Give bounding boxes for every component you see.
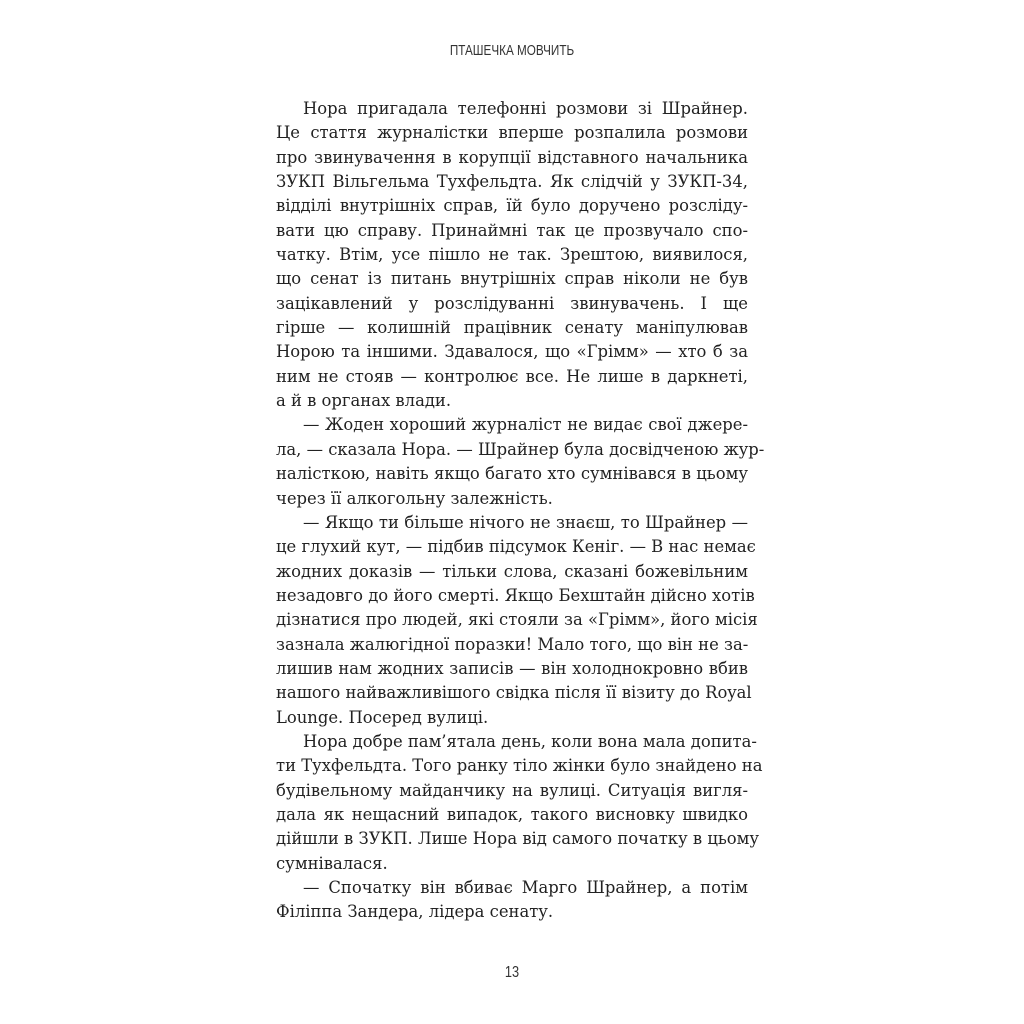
body-text <box>276 97 765 925</box>
text-line <box>276 560 748 584</box>
text-line-content: дала як нещасний випадок, такого висновку швидко <box>276 804 748 824</box>
text-line <box>276 243 748 267</box>
text-line-content: будівельному майданчику на вулиці. Ситуація вигля- <box>276 780 748 800</box>
text-line-content: Нора добре пам’ятала день, коли вона мала допита- <box>303 731 757 751</box>
text-line-content: про звинувачення в корупції відставного начальника <box>276 147 748 167</box>
text-line-content: дізнатися про людей, які стояли за «Грімм», його місія <box>276 610 758 630</box>
text-line-content: Це стаття журналістки вперше розпалила розмови <box>276 123 748 143</box>
text-line <box>276 316 748 340</box>
text-line-content: — Спочатку він вбиває Марго Шрайнер, а потім <box>303 878 748 897</box>
running-head: ПТАШЕЧКА МОВЧИТЬ <box>449 42 575 59</box>
text-line <box>276 438 765 462</box>
text-line <box>276 803 748 827</box>
text-line <box>276 779 748 803</box>
text-line-content: ЗУКП Вільгельма Тухфельдта. Як слідчій у ЗУКП-34, <box>276 172 748 192</box>
text-line <box>276 852 748 876</box>
text-line-content: Lounge. Посеред вулиці. <box>276 707 489 727</box>
text-line <box>276 340 748 364</box>
text-line-content: зацікавлений у розслідуванні звинувачень. І ще <box>276 293 748 313</box>
text-line-content: — Жоден хороший журналіст не видає свої джере- <box>303 415 748 435</box>
text-line <box>276 900 748 924</box>
text-line-content: чатку. Втім, усе пішло не так. Зрештою, виявилося, <box>276 245 748 265</box>
text-line-content: гірше — колишній працівник сенату маніпулював <box>276 318 748 338</box>
text-line-content: — Якщо ти більше нічого не знаєш, то Шрайнер — <box>303 512 748 532</box>
text-line <box>276 462 748 486</box>
text-line <box>276 511 748 535</box>
text-line-content: нашого найважливішого свідка після її візиту до Royal <box>276 683 752 703</box>
text-line <box>276 754 763 778</box>
text-line <box>276 706 748 730</box>
text-line <box>276 194 748 218</box>
text-line-content: незадовго до його смерті. Якщо Бехштайн дійсно хотів <box>276 585 755 605</box>
text-line-content: налісткою, навіть якщо багато хто сумнівався в цьому <box>276 464 748 484</box>
text-line <box>276 292 748 316</box>
text-line-content: через її алкогольну залежність. <box>276 488 553 508</box>
text-line-content: ла, — сказала Нора. — Шрайнер була досвідченою жур- <box>276 439 765 459</box>
text-line <box>276 608 758 632</box>
text-line <box>276 121 748 145</box>
text-line <box>276 97 748 121</box>
text-line <box>276 365 748 389</box>
text-line <box>276 267 748 291</box>
text-line <box>276 487 748 511</box>
text-line <box>276 657 748 681</box>
text-line-content: ним не стояв — контролює все. Не лише в даркнеті, <box>276 366 748 386</box>
text-line-content: ти Тухфельдта. Того ранку тіло жінки було знайдено на <box>276 756 763 776</box>
text-line <box>276 730 757 754</box>
text-line-content: вати цю справу. Принаймні так це прозвучало спо- <box>276 220 748 240</box>
text-line <box>276 633 748 657</box>
text-line-content: Нора пригадала телефонні розмови зі Шрайнер. <box>303 99 748 118</box>
text-line <box>276 876 748 900</box>
text-line-content: а й в органах влади. <box>276 391 452 411</box>
text-line <box>276 170 748 194</box>
text-line-content: жодних доказів — тільки слова, сказані божевільним <box>276 561 748 581</box>
text-line <box>276 681 752 705</box>
text-line-content: що сенат із питань внутрішніх справ ніколи не був <box>276 269 748 289</box>
text-line-content: відділі внутрішніх справ, їй було доручено розсліду- <box>276 196 748 216</box>
text-line-content: зазнала жалюгідної поразки! Мало того, що він не за- <box>276 634 749 654</box>
text-line <box>276 584 755 608</box>
text-line-content: Філіппа Зандера, лідера сенату. <box>276 902 554 922</box>
text-line-content: це глухий кут, — підбив підсумок Кеніг. — В нас немає <box>276 537 756 557</box>
text-line <box>276 827 760 851</box>
page-number: 13 <box>504 964 520 981</box>
text-line <box>276 389 748 413</box>
text-line-content: лишив нам жодних записів — він холоднокровно вбив <box>276 658 748 678</box>
text-line <box>276 413 748 437</box>
text-line-content: сумнівалася. <box>276 853 388 873</box>
text-line <box>276 219 748 243</box>
text-line-content: дійшли в ЗУКП. Лише Нора від самого початку в цьому <box>276 829 760 849</box>
text-line <box>276 535 756 559</box>
text-line <box>276 146 748 170</box>
text-line-content: Норою та іншими. Здавалося, що «Грімм» — хто б за <box>276 342 748 362</box>
